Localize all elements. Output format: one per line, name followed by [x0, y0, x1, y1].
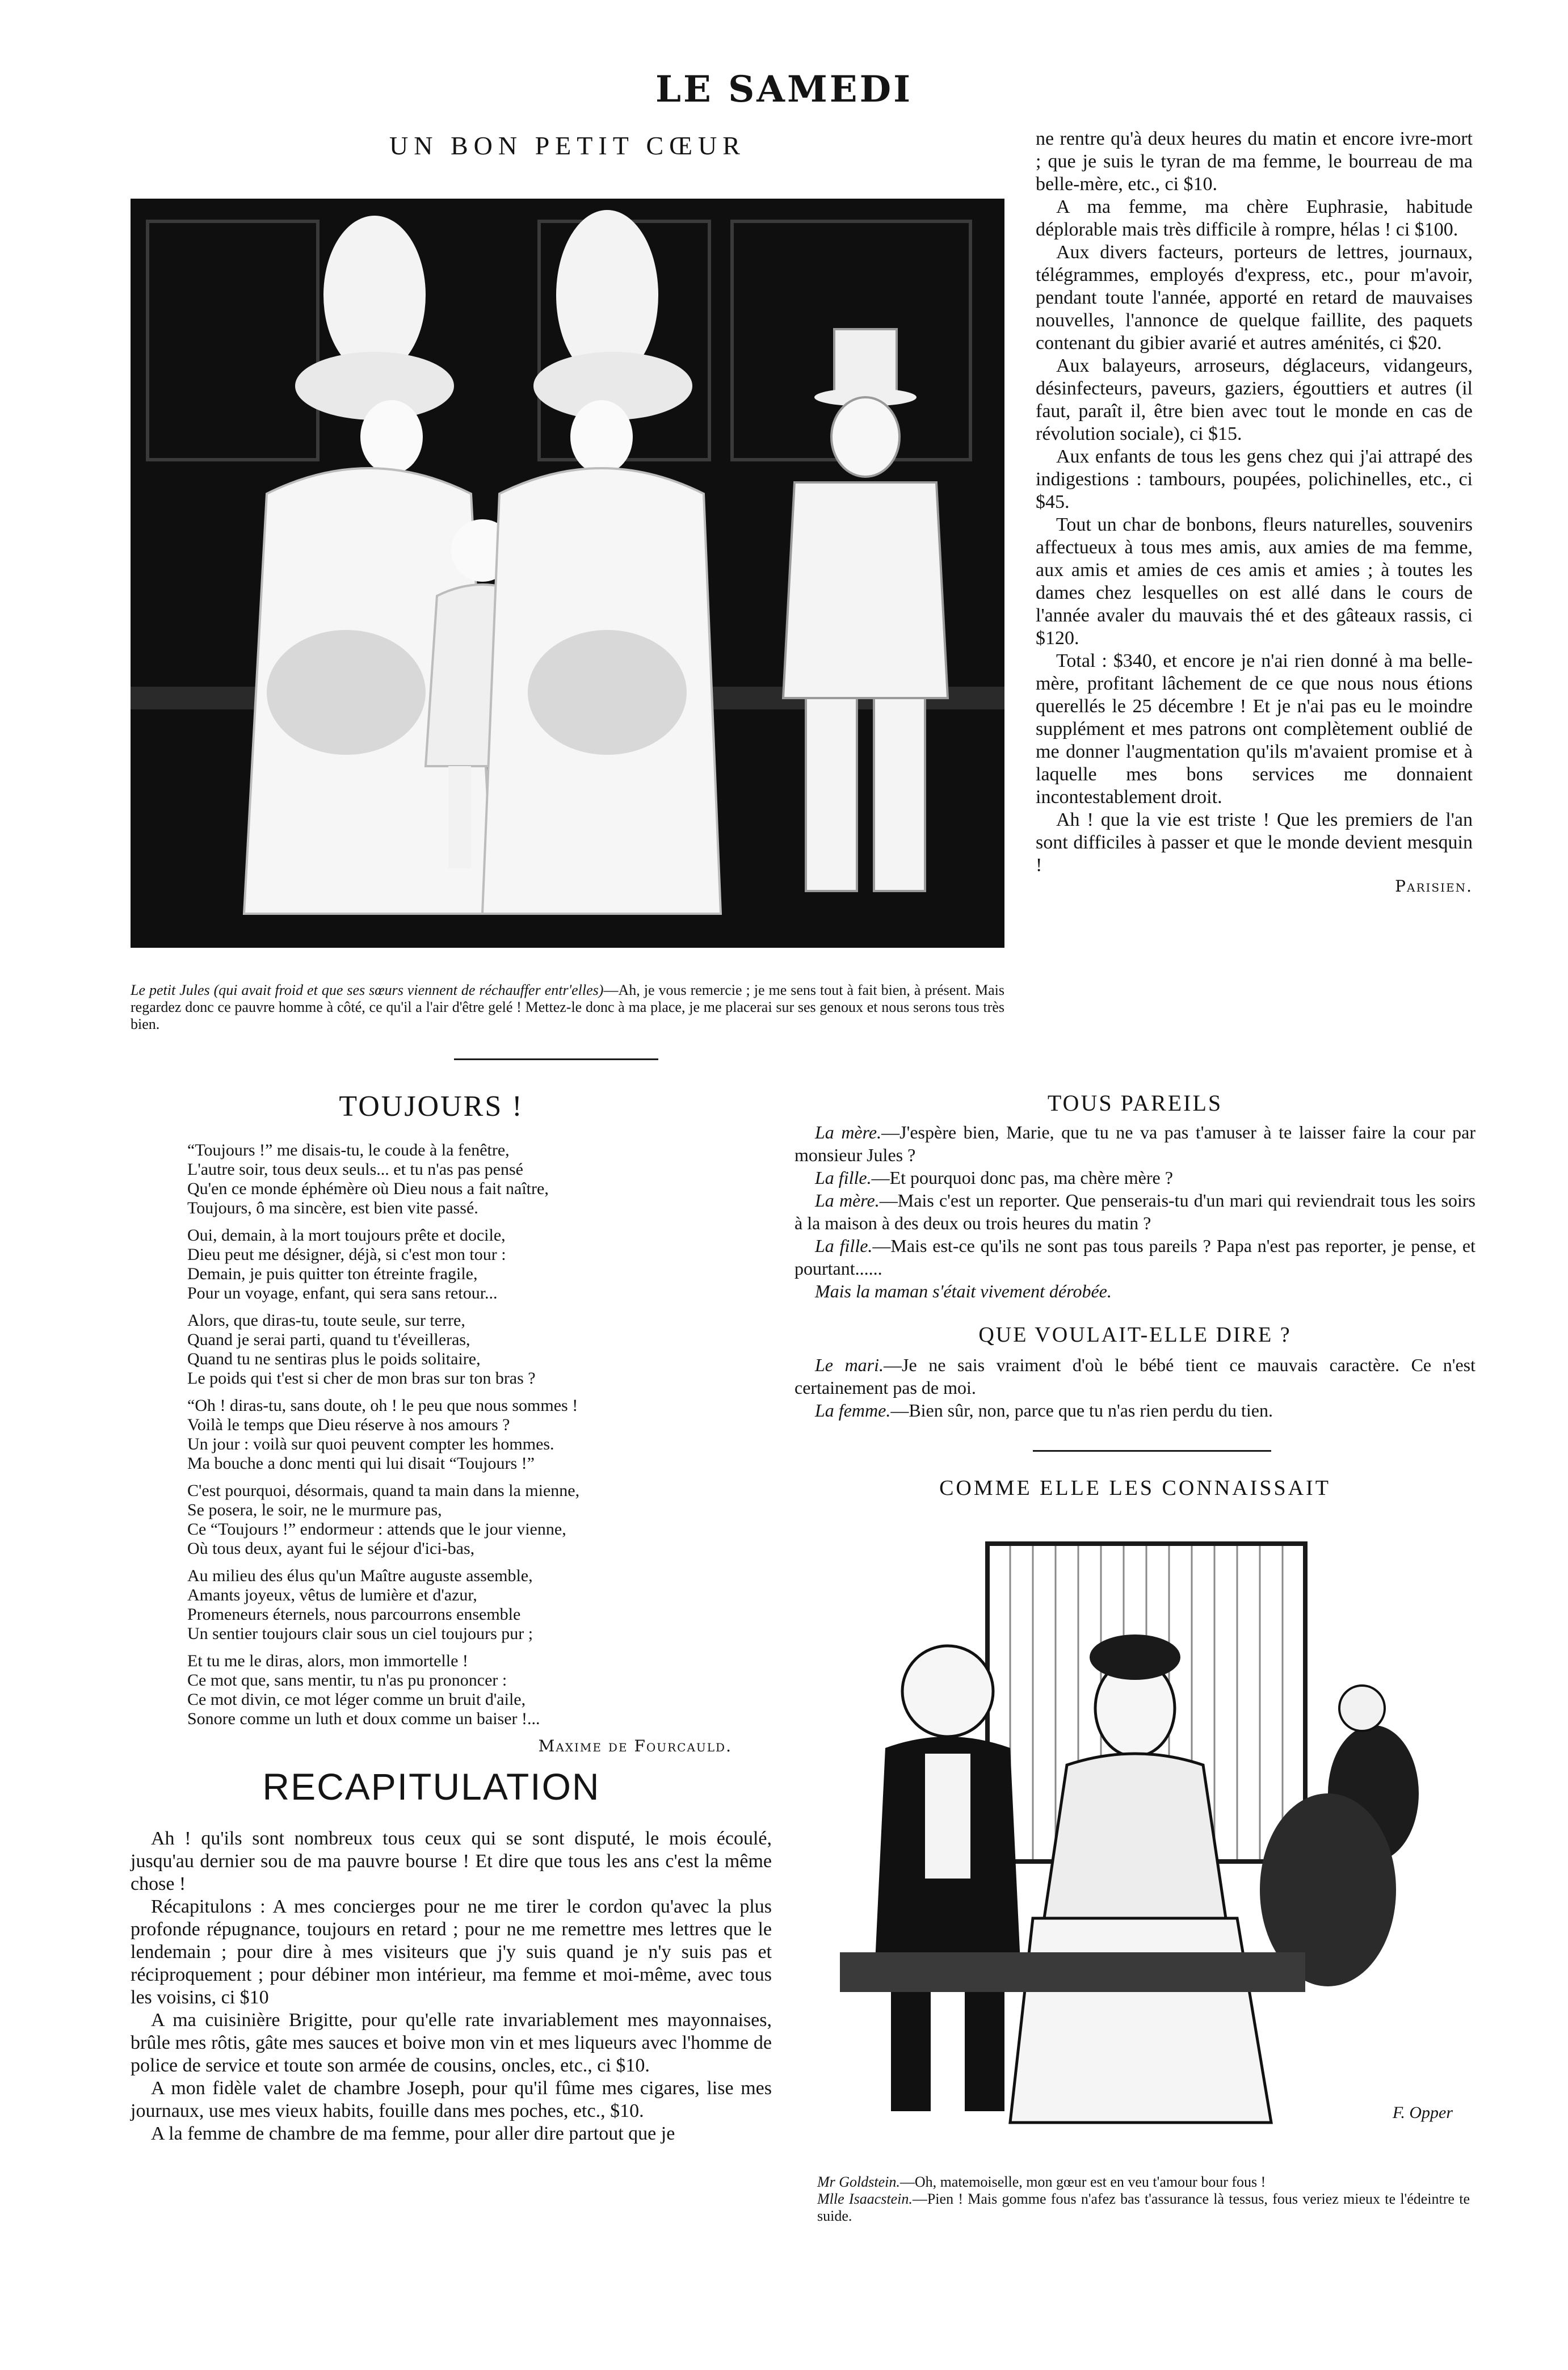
verse: “Oh ! diras-tu, sans doute, oh ! le peu que nous sommes !	[187, 1396, 578, 1415]
right-paragraph: Total : $340, et encore je n'ai rien donné à ma belle-mère, profitant lâchement de ce que nous nous étions querellés le 25 décembre ! Et je n'ai pas eu le moindre supplément et mes patrons ont complètement oublié de me donner l'augmentation qu'ils m'avaient promise et à laquelle mes bons services me donnaient incontestablement droit.	[1036, 650, 1473, 808]
line-text: —Oh, matemoiselle, mon gœur est en veu t'amour bour fous !	[899, 2174, 1266, 2190]
face	[831, 397, 899, 477]
verse: Alors, que diras-tu, toute seule, sur terre,	[187, 1311, 465, 1330]
child-leg	[448, 766, 471, 868]
man-leg	[965, 1986, 1004, 2111]
right-paragraph: A ma femme, ma chère Euphrasie, habitude déplorable mais très difficile à rompre, hélas ! ci $100.	[1036, 196, 1473, 240]
face	[570, 400, 633, 474]
toujours-poem	[187, 1141, 755, 1755]
recap-paragraph: A mon fidèle valet de chambre Joseph, pour qu'il fûme mes cigares, lise mes journaux, use mes vieux habits, fouille dans mes poches, etc., $10.	[131, 2078, 772, 2121]
signature-parisien: Parisien.	[1395, 877, 1473, 896]
verse: Ce “Toujours !” endormeur : attends que le jour vienne,	[187, 1520, 566, 1539]
tous-pareils-title: TOUS PAREILS	[1047, 1090, 1223, 1116]
tous-pareils-dialog	[794, 1121, 1475, 1302]
verse: “Toujours !” me disais-tu, le coude à la fenêtre,	[187, 1141, 510, 1159]
overcoat	[783, 482, 948, 698]
verse: Quand tu ne sentiras plus le poids solitaire,	[187, 1350, 481, 1368]
stanza	[187, 1396, 755, 1473]
verse: Ce mot que, sans mentir, tu n'as pu prononcer :	[187, 1671, 507, 1690]
trouser-leg	[874, 698, 925, 891]
recap-paragraph: Ah ! qu'ils sont nombreux tous ceux qui se sont disputé, le mois écoulé, jusqu'au dernier sou de ma pauvre bourse ! Et dire que tous les ans c'est la même chose !	[131, 1828, 772, 1894]
verse: Un sentier toujours clair sous un ciel toujours pur ;	[187, 1624, 533, 1643]
verse: Où tous deux, ayant fui le séjour d'ici-bas,	[187, 1539, 475, 1558]
man-shirtfront	[925, 1754, 970, 1879]
artist-signature: F. Opper	[1392, 2103, 1453, 2122]
speaker: La mère.	[815, 1190, 880, 1211]
dialog-line	[794, 1121, 1475, 1166]
top-cartoon-caption	[131, 982, 1004, 1033]
stanza	[187, 1481, 755, 1558]
toujours-title: TOUJOURS !	[339, 1090, 524, 1123]
speaker: Le mari.	[815, 1355, 884, 1375]
right-paragraph: Tout un char de bonbons, fleurs naturelles, souvenirs affectueux à tous mes amis, aux amies de ma femme, aux amis et amies de ces amis et amies ; à toutes les dames chez lesquelles on est allé dans le cours de l'année avaler du mauvais thé et des gâteaux rassis, ci $120.	[1036, 514, 1473, 649]
face	[360, 400, 423, 474]
woman-bodice	[1044, 1754, 1226, 1918]
que-voulait-dialog	[794, 1354, 1475, 1422]
recap-paragraph: A ma cuisinière Brigitte, pour qu'elle rate invariablement mes mayonnaises, brûle mes rôtis, gâte mes sauces et boive mon vin et mes liqueurs avec l'homme de police de service et toute son armée de cousins, oncles, etc., ci $10.	[131, 2010, 772, 2076]
woman-skirt	[1010, 1918, 1271, 2123]
dialog-line	[794, 1189, 1475, 1234]
speaker: La fille.	[815, 1236, 873, 1256]
dialog-line	[794, 1399, 1475, 1422]
masthead: LE SAMEDI	[655, 68, 913, 111]
line-text: —Pien ! Mais gomme fous n'afez bas t'assurance là tessus, fous veriez mieux te l'édeintre te suide.	[817, 2191, 1470, 2224]
verse: Voilà le temps que Dieu réserve à nos amours ?	[187, 1415, 510, 1434]
closing-line: Mais la maman s'était vivement dérobée.	[815, 1281, 1112, 1301]
comme-elle-caption	[817, 2174, 1470, 2225]
verse: Ma bouche a donc menti qui lui disait “Toujours !”	[187, 1454, 535, 1473]
sofa	[840, 1952, 1305, 1992]
dancer-head	[1339, 1686, 1385, 1731]
speaker: Mlle Isaacstein.	[817, 2191, 913, 2207]
woman-hair	[1090, 1634, 1180, 1680]
poem-author: Maxime de Fourcauld.	[538, 1737, 732, 1755]
speaker: La fille.	[815, 1167, 872, 1188]
verse: Sonore comme un luth et doux comme un baiser !...	[187, 1709, 540, 1728]
caption-line	[817, 2191, 1470, 2225]
top-cartoon-illustration	[131, 199, 1004, 948]
stanza	[187, 1566, 755, 1644]
line-text: —Mais est-ce qu'ils ne sont pas tous pareils ? Papa n'est pas reporter, je pense, et pourtant......	[794, 1236, 1476, 1279]
line-text: —Bien sûr, non, parce que tu n'as rien perdu du tien.	[890, 1400, 1273, 1421]
verse: Toujours, ô ma sincère, est bien vite passé.	[187, 1199, 478, 1217]
verse: Un jour : voilà sur quoi peuvent compter les hommes.	[187, 1435, 554, 1453]
divider-rule	[454, 1058, 658, 1060]
verse: L'autre soir, tous deux seuls... et tu n'as pas pensé	[187, 1160, 523, 1179]
recap-paragraph: Récapitulons : A mes concierges pour ne me tirer le cordon qu'avec la plus profonde répugnance, toujours en retard ; pour ne me remettre mes lettres que le lendemain ; pour dire à mes visiteurs que j'y suis quand je n'y suis pas et réciproquement ; pour débiner mon intérieur, ma femme et moi-même, avec tous les voisins, ci $10	[131, 1896, 772, 2008]
verse: Demain, je puis quitter ton étreinte fragile,	[187, 1264, 478, 1283]
verse: Pour un voyage, enfant, qui sera sans retour...	[187, 1284, 498, 1302]
line-text: —J'espère bien, Marie, que tu ne va pas t'amuser à te laisser faire la cour par monsieur Jules ?	[794, 1122, 1476, 1165]
stanza	[187, 1652, 755, 1729]
verse: Quand je serai parti, quand tu t'éveilleras,	[187, 1330, 470, 1349]
comme-elle-illustration	[817, 1521, 1470, 2134]
man-head	[902, 1646, 993, 1737]
verse: Amants joyeux, vêtus de lumière et d'azur,	[187, 1586, 477, 1604]
caption-italic: Le petit Jules (qui avait froid et que ses sœurs viennent de réchauffer entr'elles)	[131, 982, 604, 998]
top-cartoon-svg	[131, 199, 1004, 948]
dialog-line	[794, 1234, 1475, 1280]
recapitulation-title: RECAPITULATION	[262, 1766, 600, 1808]
right-paragraph: Aux enfants de tous les gens chez qui j'ai attrapé des indigestions : tambours, poupées, polichinelles, etc., ci $45.	[1036, 446, 1473, 512]
right-paragraph: ne rentre qu'à deux heures du matin et encore ivre-mort ; que je suis le tyran de ma femme, le bourreau de ma belle-mère, etc., ci $10.	[1036, 128, 1473, 195]
verse: Le poids qui t'est si cher de mon bras sur ton bras ?	[187, 1369, 536, 1388]
stanza	[187, 1226, 755, 1303]
verse: Se posera, le soir, ne le murmure pas,	[187, 1501, 442, 1519]
top-hat	[834, 329, 897, 397]
right-paragraph: Aux balayeurs, arroseurs, déglaceurs, vidangeurs, désinfecteurs, paveurs, gaziers, égouttiers et autres (il faut, paraît il, être bien avec tout le monde en cas de révolution sociale), ci $15.	[1036, 355, 1473, 444]
man-leg	[891, 1986, 931, 2111]
verse: Et tu me le diras, alors, mon immortelle !	[187, 1652, 468, 1670]
top-cartoon-title: UN BON PETIT CŒUR	[389, 131, 746, 160]
feather-plume	[323, 216, 426, 375]
muff-left	[267, 630, 426, 755]
speaker: Mr Goldstein.	[817, 2174, 900, 2190]
dialog-line	[794, 1166, 1475, 1189]
verse: Qu'en ce monde éphémère où Dieu nous a fait naître,	[187, 1179, 549, 1198]
stanza	[187, 1311, 755, 1388]
stanza	[187, 1141, 755, 1218]
dialog-line	[794, 1354, 1475, 1399]
right-paragraph: Ah ! que la vie est triste ! Que les premiers de l'an sont difficiles à passer et que le monde devient mesquin !	[1036, 809, 1473, 876]
que-voulait-title: QUE VOULAIT-ELLE DIRE ?	[978, 1323, 1292, 1347]
speaker: La mère.	[815, 1122, 882, 1142]
verse: C'est pourquoi, désormais, quand ta main dans la mienne,	[187, 1481, 580, 1500]
verse: Dieu peut me désigner, déjà, si c'est mon tour :	[187, 1245, 506, 1264]
recapitulation-body	[131, 1827, 772, 2145]
verse: Au milieu des élus qu'un Maître auguste assemble,	[187, 1566, 533, 1585]
recap-paragraph: A la femme de chambre de ma femme, pour aller dire partout que je	[151, 2123, 675, 2144]
caption-text: —Ah, je vous remercie ; je me sens tout à fait bien, à présent. Mais regardez donc ce pauvre homme à côté, ce qu'il a l'air d'être gelé ! Mettez-le donc à ma place, je me placerai sur ses genoux et nous serons tous très bien.	[131, 982, 1004, 1032]
line-text: —Je ne sais vraiment d'où le bébé tient ce mauvais caractère. Ce n'est certainement pas de moi.	[794, 1355, 1476, 1398]
muff-right	[528, 630, 687, 755]
line-text: —Mais c'est un reporter. Que penserais-tu d'un mari qui reviendrait tous les soirs à la maison à des deux ou trois heures du matin ?	[794, 1190, 1476, 1233]
comme-elle-title: COMME ELLE LES CONNAISSAIT	[939, 1476, 1331, 1500]
verse: Ce mot divin, ce mot léger comme un bruit d'aile,	[187, 1690, 526, 1709]
trouser-leg	[806, 698, 857, 891]
caption-line	[817, 2174, 1470, 2191]
verse: Promeneurs éternels, nous parcourrons ensemble	[187, 1605, 521, 1624]
right-paragraph: Aux divers facteurs, porteurs de lettres, journaux, télégrammes, employés d'express, etc., pour m'avoir, pendant toute l'année, apporté en retard de mauvaises nouvelles, l'annonce de quelque faillite, des paquets contenant du gibier avarié et autres aménités, ci $20.	[1036, 242, 1473, 354]
verse: Oui, demain, à la mort toujours prête et docile,	[187, 1226, 506, 1245]
right-column	[1036, 128, 1473, 896]
comme-elle-svg	[817, 1521, 1470, 2134]
divider-rule	[1033, 1450, 1271, 1452]
speaker: La femme.	[815, 1400, 891, 1421]
line-text: —Et pourquoi donc pas, ma chère mère ?	[871, 1167, 1173, 1188]
